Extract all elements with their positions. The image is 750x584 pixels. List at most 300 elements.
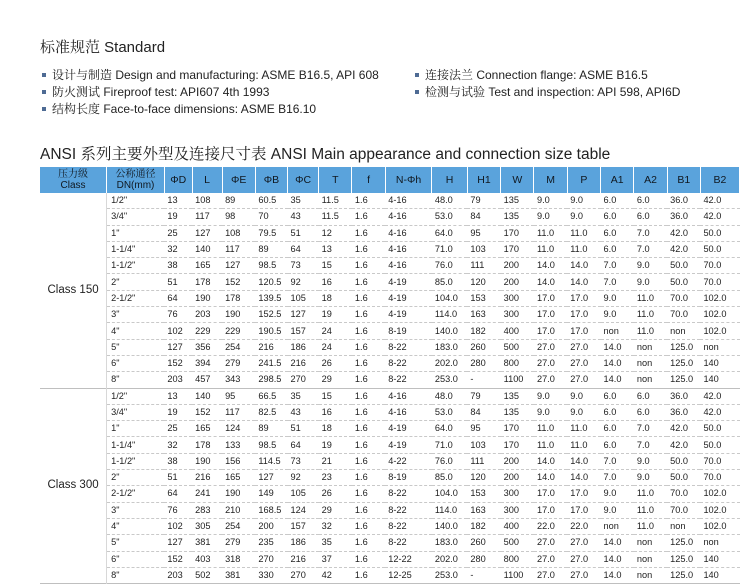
dn-cell: 2-1/2" xyxy=(111,292,136,303)
table-cell: 51 xyxy=(167,276,178,287)
table-cell: 1.6 xyxy=(354,358,368,369)
table-cell: 120 xyxy=(470,472,486,483)
dn-cell: 3" xyxy=(111,309,120,320)
table-cell: 64 xyxy=(167,292,178,303)
table-cell: 135 xyxy=(503,211,519,222)
table-cell: 203 xyxy=(167,569,183,580)
table-cell: 42.0 xyxy=(703,211,722,222)
table-cell: 11.0 xyxy=(636,521,655,532)
table-cell: 11.5 xyxy=(321,195,339,206)
bullet-icon xyxy=(42,90,46,94)
table-cell: 140.0 xyxy=(434,521,458,532)
table-cell: 11.0 xyxy=(536,244,555,255)
dn-cell: 1-1/4" xyxy=(111,439,136,450)
table-cell: 6.0 xyxy=(603,227,617,238)
table-cell: 14.0 xyxy=(536,455,555,466)
table-cell: 14.0 xyxy=(536,276,555,287)
header-cell: A1 xyxy=(601,167,634,193)
table-cell: 190 xyxy=(195,292,211,303)
table-row xyxy=(40,470,740,486)
table-cell: 35 xyxy=(290,390,301,401)
table-cell: 79 xyxy=(470,195,481,206)
table-cell: 22.0 xyxy=(570,521,589,532)
table-cell: 66.5 xyxy=(258,390,277,401)
table-cell: 500 xyxy=(503,341,519,352)
table-row xyxy=(40,323,740,339)
table-cell: 27.0 xyxy=(536,374,555,385)
table-cell: 6.0 xyxy=(636,407,650,417)
table-cell: 102.0 xyxy=(703,309,727,320)
table-cell: 102 xyxy=(167,325,183,336)
table-cell: 381 xyxy=(195,537,211,548)
table-cell: 89 xyxy=(258,244,269,255)
table-cell: 11.0 xyxy=(636,292,655,303)
table-cell: 178 xyxy=(225,292,241,303)
dn-cell: 5" xyxy=(111,537,120,548)
table-cell: 50.0 xyxy=(670,276,689,287)
table-row xyxy=(40,339,740,355)
size-table-wrapper xyxy=(40,167,740,584)
table-cell: 48.0 xyxy=(434,195,453,206)
table-cell: 170 xyxy=(503,423,519,434)
header-cell: H xyxy=(432,167,468,193)
table-cell: non xyxy=(636,358,653,369)
table-row xyxy=(40,518,740,534)
bullet-icon xyxy=(415,90,419,94)
table-cell: 152 xyxy=(167,553,183,564)
table-row xyxy=(40,535,740,551)
table-cell: 51 xyxy=(290,227,301,238)
table-cell: 6.0 xyxy=(603,439,617,450)
table-cell: 17.0 xyxy=(536,292,555,303)
bullet-icon xyxy=(42,107,46,111)
header-cell: B1 xyxy=(667,167,700,193)
table-cell: 182 xyxy=(470,521,486,532)
table-cell: 1100 xyxy=(503,374,524,385)
table-cell: 279 xyxy=(225,358,241,369)
table-cell: 11.0 xyxy=(570,439,588,450)
table-cell: 1.6 xyxy=(354,374,368,385)
table-cell: 70.0 xyxy=(703,276,722,287)
table-cell: 178 xyxy=(195,439,211,450)
header-cell: ΦE xyxy=(222,167,255,193)
table-cell: 1.6 xyxy=(354,309,368,320)
table-cell: 200 xyxy=(258,521,274,532)
table-cell: 203 xyxy=(195,309,211,320)
table-cell: 64 xyxy=(290,439,301,450)
table-cell: 42.0 xyxy=(703,195,722,206)
table-cell: 135 xyxy=(503,407,519,417)
table-row xyxy=(40,437,740,453)
table-cell: 104.0 xyxy=(434,292,458,303)
table-cell: 24 xyxy=(321,325,332,336)
table-cell: non xyxy=(703,341,719,352)
table-cell: 27.0 xyxy=(536,358,555,369)
table-cell: 32 xyxy=(321,521,332,532)
table-cell: 85.0 xyxy=(434,276,453,287)
table-cell: 1.6 xyxy=(354,521,368,532)
table-cell: 279 xyxy=(225,537,241,548)
table-row xyxy=(40,193,740,209)
table-cell: 42.0 xyxy=(703,407,722,417)
table-cell: 7.0 xyxy=(603,472,617,483)
table-cell: non xyxy=(703,537,719,548)
table-cell: 24 xyxy=(321,341,332,352)
table-cell: 381 xyxy=(225,569,241,580)
table-cell: 17.0 xyxy=(570,309,589,320)
table-cell: 1100 xyxy=(503,569,524,580)
table-cell: 9.0 xyxy=(570,407,584,417)
table-cell: 4-16 xyxy=(388,390,407,401)
table-cell: 8-22 xyxy=(388,341,407,352)
table-cell: 8-22 xyxy=(388,358,407,369)
table-cell: 165 xyxy=(195,260,211,271)
table-cell: 216 xyxy=(258,341,274,352)
table-cell: 157 xyxy=(290,325,306,336)
table-cell: 42.0 xyxy=(670,439,689,450)
table-cell: 50.0 xyxy=(670,260,689,271)
table-cell: 183.0 xyxy=(434,537,458,548)
table-cell: 14.0 xyxy=(603,341,622,352)
table-cell: 42 xyxy=(321,569,332,580)
table-cell: 9.0 xyxy=(536,407,550,417)
table-cell: 400 xyxy=(503,521,519,532)
table-cell: 7.0 xyxy=(636,227,650,238)
table-cell: 70.0 xyxy=(703,455,722,466)
table-cell: 120.5 xyxy=(258,276,282,287)
table-cell: 500 xyxy=(503,537,519,548)
table-cell: 216 xyxy=(195,472,211,483)
table-cell: 200 xyxy=(503,276,519,287)
table-cell: 12 xyxy=(321,227,332,238)
table-cell: 6.0 xyxy=(603,390,617,401)
table-cell: non xyxy=(670,325,686,336)
table-cell: 32 xyxy=(167,439,178,450)
table-cell: 260 xyxy=(470,341,486,352)
table-cell: 800 xyxy=(503,553,519,564)
dn-cell: 3/4" xyxy=(111,211,128,222)
table-cell: 163 xyxy=(470,309,486,320)
table-cell: 8-22 xyxy=(388,488,407,499)
table-cell: 114.0 xyxy=(434,504,458,515)
table-cell: non xyxy=(670,521,686,532)
table-cell: 125.0 xyxy=(670,537,694,548)
table-cell: 6.0 xyxy=(636,195,650,206)
table-cell: 36.0 xyxy=(670,211,689,222)
table-cell: 14.0 xyxy=(570,472,589,483)
table-cell: 1.6 xyxy=(354,407,368,417)
table-cell: 270 xyxy=(290,569,306,580)
table-cell: 120 xyxy=(470,276,486,287)
table-cell: 200 xyxy=(503,260,519,271)
table-cell: 111 xyxy=(470,455,485,466)
table-cell: 95 xyxy=(470,227,481,238)
table-cell: 229 xyxy=(225,325,241,336)
table-cell: 18 xyxy=(321,292,332,303)
table-cell: 125.0 xyxy=(670,374,694,385)
table-cell: 300 xyxy=(503,488,519,499)
table-cell: 7.0 xyxy=(636,423,650,434)
table-cell: 17.0 xyxy=(570,488,589,499)
table-cell: 254 xyxy=(225,341,241,352)
dn-cell: 1-1/4" xyxy=(111,244,136,255)
standard-item: 设计与制造 Design and manufacturing: ASME B16.5, API 608 xyxy=(42,66,379,83)
table-cell: 4-16 xyxy=(388,244,407,255)
table-cell: 6.0 xyxy=(603,407,617,417)
table-cell: 153 xyxy=(470,488,486,499)
table-cell: 1.6 xyxy=(354,455,368,466)
table-cell: non xyxy=(636,553,653,564)
table-cell: 178 xyxy=(195,276,211,287)
table-cell: 50.0 xyxy=(670,455,689,466)
table-cell: 92 xyxy=(290,276,301,287)
table-cell: 114.5 xyxy=(258,455,281,466)
dn-cell: 6" xyxy=(111,358,120,369)
table-cell: 37 xyxy=(321,553,332,564)
table-cell: 1.6 xyxy=(354,439,368,450)
table-cell: 64 xyxy=(167,488,178,499)
dn-cell: 2" xyxy=(111,276,120,287)
table-cell: 35 xyxy=(290,195,301,206)
table-cell: 241 xyxy=(195,488,211,499)
dn-cell: 8" xyxy=(111,374,120,385)
table-cell: 9.0 xyxy=(636,472,650,483)
table-cell: 1.6 xyxy=(354,227,368,238)
table-cell: 60.5 xyxy=(258,195,277,206)
table-cell: 12-22 xyxy=(388,553,412,564)
table-cell: 79 xyxy=(470,390,481,401)
table-cell: 9.0 xyxy=(570,211,584,222)
class-cell: Class 150 xyxy=(40,193,107,388)
table-cell: 12-25 xyxy=(388,569,412,580)
table-cell: 394 xyxy=(195,358,211,369)
table-cell: 25 xyxy=(167,227,178,238)
dn-cell: 2" xyxy=(111,472,120,483)
table-cell: 298.5 xyxy=(258,374,282,385)
table-cell: 14.0 xyxy=(536,472,555,483)
bullet-icon xyxy=(42,73,46,77)
table-row xyxy=(40,274,740,290)
dn-cell: 1-1/2" xyxy=(111,455,136,466)
table-cell: 216 xyxy=(290,553,306,564)
table-cell: 190.5 xyxy=(258,325,282,336)
table-cell: 16 xyxy=(321,407,332,417)
header-class: 压力级 Class xyxy=(40,167,107,193)
table-cell: 270 xyxy=(290,374,306,385)
table-cell: 17.0 xyxy=(570,504,589,515)
table-cell: 6.0 xyxy=(603,244,617,255)
table-cell: 203 xyxy=(167,374,183,385)
table-cell: 102.0 xyxy=(703,521,727,532)
table-cell: 89 xyxy=(258,423,269,434)
table-cell: 27.0 xyxy=(570,341,589,352)
table-cell: non xyxy=(636,569,653,580)
table-cell: 71.0 xyxy=(434,244,453,255)
table-cell: 14.0 xyxy=(536,260,555,271)
table-cell: 343 xyxy=(225,374,241,385)
table-cell: 9.0 xyxy=(636,455,650,466)
table-cell: 25 xyxy=(167,423,178,434)
table-cell: 124 xyxy=(290,504,306,515)
header-cell: L xyxy=(192,167,222,193)
table-cell: 152.5 xyxy=(258,309,282,320)
table-cell: 13 xyxy=(321,244,332,255)
table-cell: 1.6 xyxy=(354,341,368,352)
standard-item: 防火测试 Fireproof test: API607 4th 1993 xyxy=(42,83,269,100)
header-cell: H1 xyxy=(467,167,500,193)
table-cell: 241.5 xyxy=(258,358,282,369)
table-cell: 190 xyxy=(225,309,241,320)
table-cell: 108 xyxy=(225,227,241,238)
table-cell: 50.0 xyxy=(703,423,722,434)
table-cell: 84 xyxy=(470,211,481,222)
table-cell: 283 xyxy=(195,504,211,515)
table-cell: 4-16 xyxy=(388,407,407,417)
table-cell: 186 xyxy=(290,341,306,352)
table-cell: 11.5 xyxy=(321,211,339,222)
table-cell: 139.5 xyxy=(258,292,282,303)
table-cell: 190 xyxy=(195,455,211,466)
table-cell: 27.0 xyxy=(536,341,555,352)
table-cell: 29 xyxy=(321,374,332,385)
table-row xyxy=(40,453,740,469)
table-cell: 14.0 xyxy=(603,569,622,580)
table-cell: 1.6 xyxy=(354,276,368,287)
table-row xyxy=(40,388,740,404)
table-cell: 111 xyxy=(470,260,485,271)
table-cell: 9.0 xyxy=(570,390,584,401)
table-cell: 27.0 xyxy=(570,569,589,580)
table-cell: 76.0 xyxy=(434,260,453,271)
dn-cell: 1-1/2" xyxy=(111,260,136,271)
dn-cell: 6" xyxy=(111,553,120,564)
table-cell: 133 xyxy=(225,439,241,450)
table-cell: 165 xyxy=(195,423,211,434)
table-cell: 104.0 xyxy=(434,488,458,499)
header-cell: W xyxy=(501,167,534,193)
table-cell: 32 xyxy=(167,244,178,255)
table-cell: 48.0 xyxy=(434,390,453,401)
table-cell: 6.0 xyxy=(603,211,617,222)
table-cell: 8-22 xyxy=(388,537,407,548)
dn-cell: 2-1/2" xyxy=(111,488,136,499)
table-cell: 53.0 xyxy=(434,407,453,417)
table-cell: 19 xyxy=(321,309,332,320)
table-body xyxy=(40,193,740,584)
table-cell: 229 xyxy=(195,325,211,336)
table-cell: 50.0 xyxy=(703,244,722,255)
table-cell: 27.0 xyxy=(536,553,555,564)
table-cell: 253.0 xyxy=(434,374,458,385)
table-cell: 149 xyxy=(258,488,274,499)
table-cell: 200 xyxy=(503,472,519,483)
table-cell: 50.0 xyxy=(670,472,689,483)
table-cell: 127 xyxy=(290,309,306,320)
table-cell: 102.0 xyxy=(703,292,727,303)
table-cell: 1.6 xyxy=(354,553,368,564)
table-cell: 70.0 xyxy=(703,260,722,271)
table-row xyxy=(40,567,740,583)
table-cell: 76.0 xyxy=(434,455,453,466)
table-cell: 127 xyxy=(225,260,241,271)
table-row xyxy=(40,486,740,502)
header-cell: M xyxy=(534,167,567,193)
table-cell: 36.0 xyxy=(670,407,689,417)
table-cell: 4-16 xyxy=(388,211,407,222)
table-cell: 163 xyxy=(470,504,486,515)
table-cell: - xyxy=(470,374,474,385)
table-cell: 14.0 xyxy=(603,537,622,548)
table-cell: 42.0 xyxy=(670,244,689,255)
table-cell: 1.6 xyxy=(354,260,368,271)
table-cell: 300 xyxy=(503,504,519,515)
table-cell: 183.0 xyxy=(434,341,458,352)
table-cell: 165 xyxy=(225,472,241,483)
table-cell: 300 xyxy=(503,309,519,320)
table-row xyxy=(40,404,740,420)
table-cell: 9.0 xyxy=(536,390,550,401)
table-cell: 9.0 xyxy=(603,488,617,499)
table-cell: 270 xyxy=(258,553,274,564)
standard-title: 标准规范 Standard xyxy=(40,39,166,56)
table-cell: 11.0 xyxy=(636,504,655,515)
table-cell: 17.0 xyxy=(536,309,555,320)
table-cell: 125.0 xyxy=(670,553,694,564)
table-cell: 280 xyxy=(470,553,486,564)
table-cell: 502 xyxy=(195,569,211,580)
table-cell: 1.6 xyxy=(354,244,368,255)
table-cell: 18 xyxy=(321,423,332,434)
table-cell: 125.0 xyxy=(670,341,694,352)
dn-cell: 4" xyxy=(111,325,120,336)
table-cell: 84 xyxy=(470,407,481,417)
standard-item: 结构长度 Face-to-face dimensions: ASME B16.10 xyxy=(42,100,316,117)
table-cell: 17.0 xyxy=(570,292,589,303)
table-cell: 102 xyxy=(167,521,183,532)
table-cell: 356 xyxy=(195,341,211,352)
table-cell: 9.0 xyxy=(536,195,550,206)
table-cell: 8-19 xyxy=(388,325,407,336)
table-cell: 140 xyxy=(195,244,211,255)
table-cell: 1.6 xyxy=(354,423,368,434)
table-cell: 300 xyxy=(503,292,519,303)
table-cell: 73 xyxy=(290,455,301,466)
table-cell: non xyxy=(603,325,619,336)
table-cell: 127 xyxy=(195,227,211,238)
table-cell: 70.0 xyxy=(703,472,722,483)
table-cell: 11.0 xyxy=(536,423,555,434)
table-cell: 235 xyxy=(258,537,274,548)
table-cell: 153 xyxy=(470,292,486,303)
table-cell: 51 xyxy=(167,472,178,483)
table-cell: 152 xyxy=(167,358,183,369)
table-cell: non xyxy=(636,537,653,548)
table-cell: 7.0 xyxy=(603,260,617,271)
table-cell: 21 xyxy=(321,455,332,466)
table-cell: 186 xyxy=(290,537,306,548)
table-cell: 152 xyxy=(195,407,211,417)
table-cell: 19 xyxy=(167,407,178,417)
table-cell: 4-16 xyxy=(388,260,407,271)
table-cell: 8-19 xyxy=(388,472,407,483)
table-cell: 98.5 xyxy=(258,260,277,271)
table-cell: 117 xyxy=(225,244,240,255)
table-cell: 200 xyxy=(503,455,519,466)
table-cell: 6.0 xyxy=(636,211,650,222)
table-cell: 64.0 xyxy=(434,423,453,434)
table-cell: 182 xyxy=(470,325,486,336)
table-cell: 4-19 xyxy=(388,292,407,303)
